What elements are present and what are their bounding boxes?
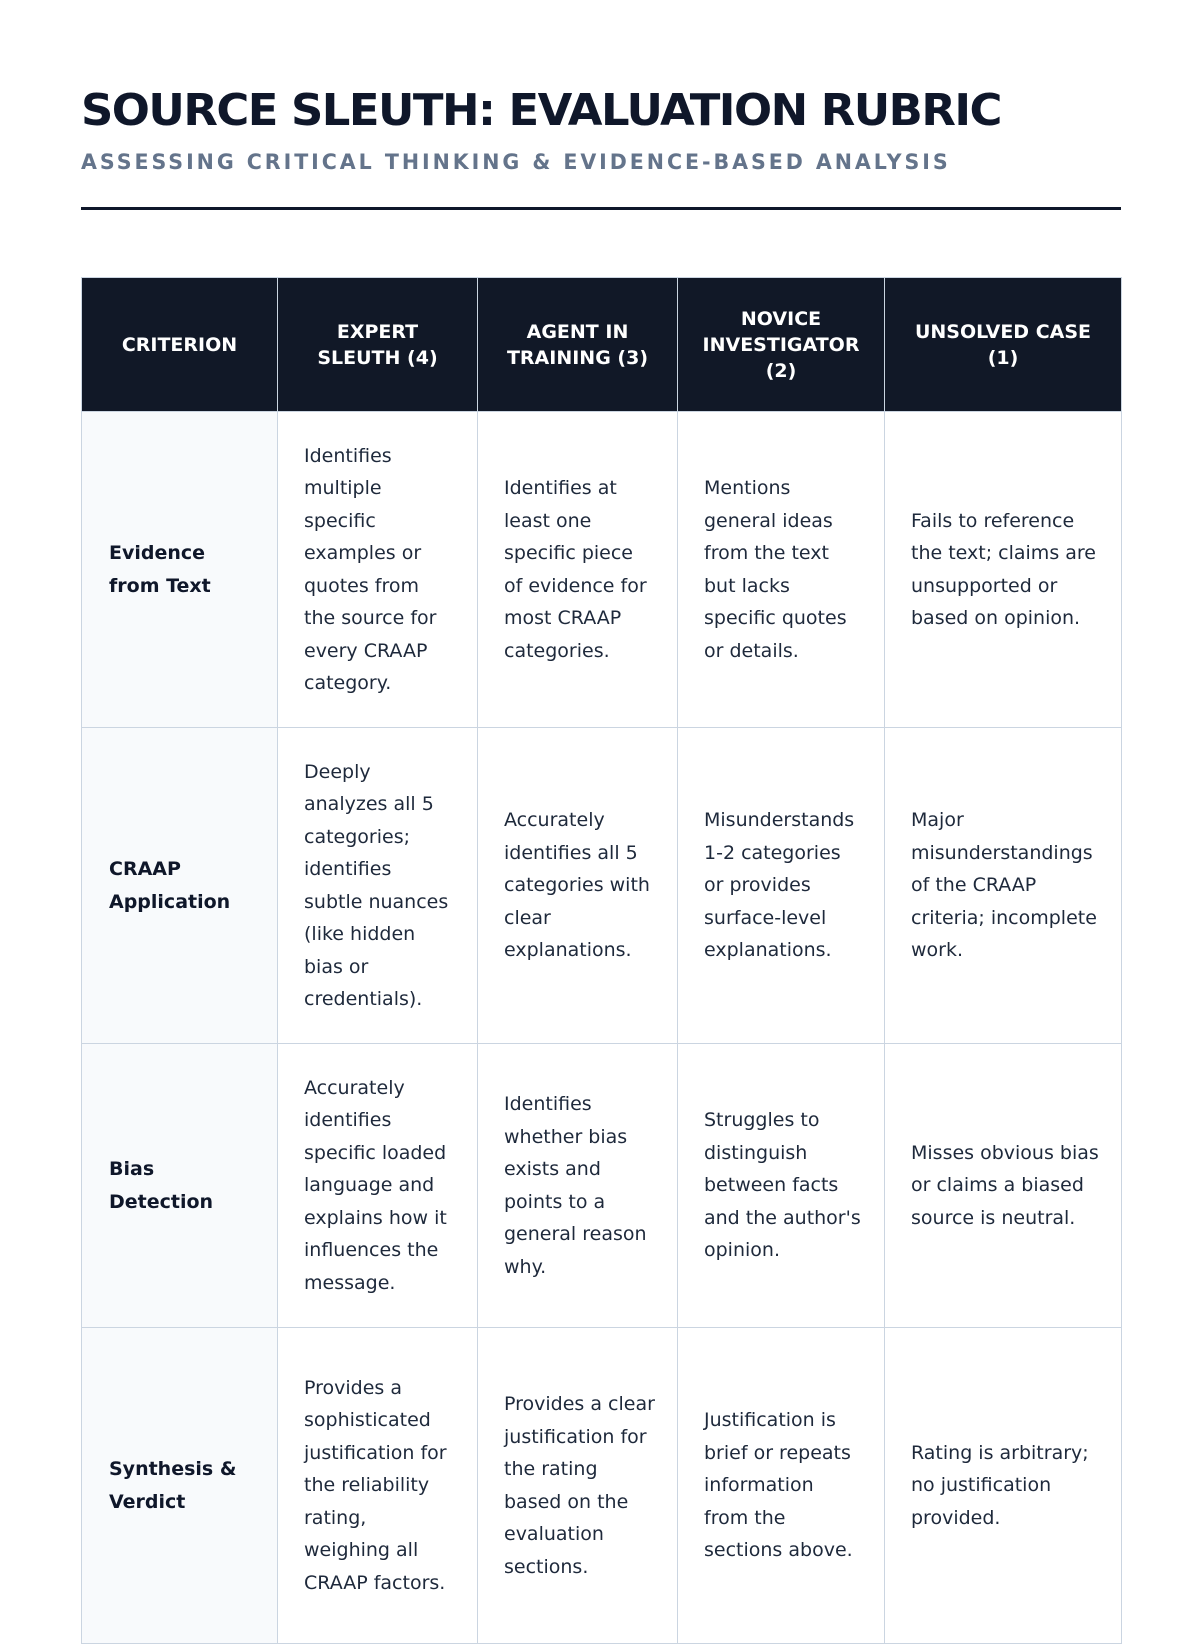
level-2-cell: Mentions general ideas from the text but lacks specific quotes or details. (678, 412, 885, 728)
level-4-cell: Provides a sophisticated justification for the reliability rating, weighing all CRAAP factors. (278, 1328, 478, 1644)
page-title: SOURCE SLEUTH: EVALUATION RUBRIC (81, 85, 1001, 136)
level-1-cell: Fails to reference the text; claims are unsupported or based on opinion. (885, 412, 1122, 728)
level-1-cell: Major misunderstandings of the CRAAP criteria; incomplete work. (885, 728, 1122, 1044)
level-3-cell: Identifies whether bias exists and points to a general reason why. (478, 1044, 678, 1328)
page-subtitle: ASSESSING CRITICAL THINKING & EVIDENCE-BASED ANALYSIS (81, 150, 951, 174)
table-row (82, 728, 1122, 1044)
level-2-cell: Justification is brief or repeats information from the sections above. (678, 1328, 885, 1644)
criterion-cell: Evidence from Text (82, 412, 278, 728)
criterion-cell: Bias Detection (82, 1044, 278, 1328)
column-header-agent-in-training: AGENT IN TRAINING (3) (478, 278, 678, 412)
level-1-cell: Misses obvious bias or claims a biased source is neutral. (885, 1044, 1122, 1328)
level-3-cell: Provides a clear justification for the rating based on the evaluation sections. (478, 1328, 678, 1644)
level-4-cell: Accurately identifies specific loaded language and explains how it influences the message. (278, 1044, 478, 1328)
column-header-criterion: CRITERION (82, 278, 278, 412)
column-header-novice-investigator: NOVICE INVESTIGATOR (2) (678, 278, 885, 412)
column-header-unsolved-case: UNSOLVED CASE (1) (885, 278, 1122, 412)
criterion-cell: CRAAP Application (82, 728, 278, 1044)
table-row (82, 1044, 1122, 1328)
table-row (82, 1328, 1122, 1644)
level-4-cell: Deeply analyzes all 5 categories; identifies subtle nuances (like hidden bias or credentials). (278, 728, 478, 1044)
column-header-expert-sleuth: EXPERT SLEUTH (4) (278, 278, 478, 412)
level-4-cell: Identifies multiple specific examples or quotes from the source for every CRAAP category. (278, 412, 478, 728)
header-divider (81, 207, 1121, 210)
criterion-cell: Synthesis & Verdict (82, 1328, 278, 1644)
level-1-cell: Rating is arbitrary; no justification provided. (885, 1328, 1122, 1644)
level-2-cell: Misunderstands 1-2 categories or provides surface-level explanations. (678, 728, 885, 1044)
level-3-cell: Accurately identifies all 5 categories with clear explanations. (478, 728, 678, 1044)
rubric-header-row (82, 278, 1122, 412)
rubric-table (81, 277, 1122, 1644)
table-row (82, 412, 1122, 728)
level-3-cell: Identifies at least one specific piece of evidence for most CRAAP categories. (478, 412, 678, 728)
level-2-cell: Struggles to distinguish between facts and the author's opinion. (678, 1044, 885, 1328)
